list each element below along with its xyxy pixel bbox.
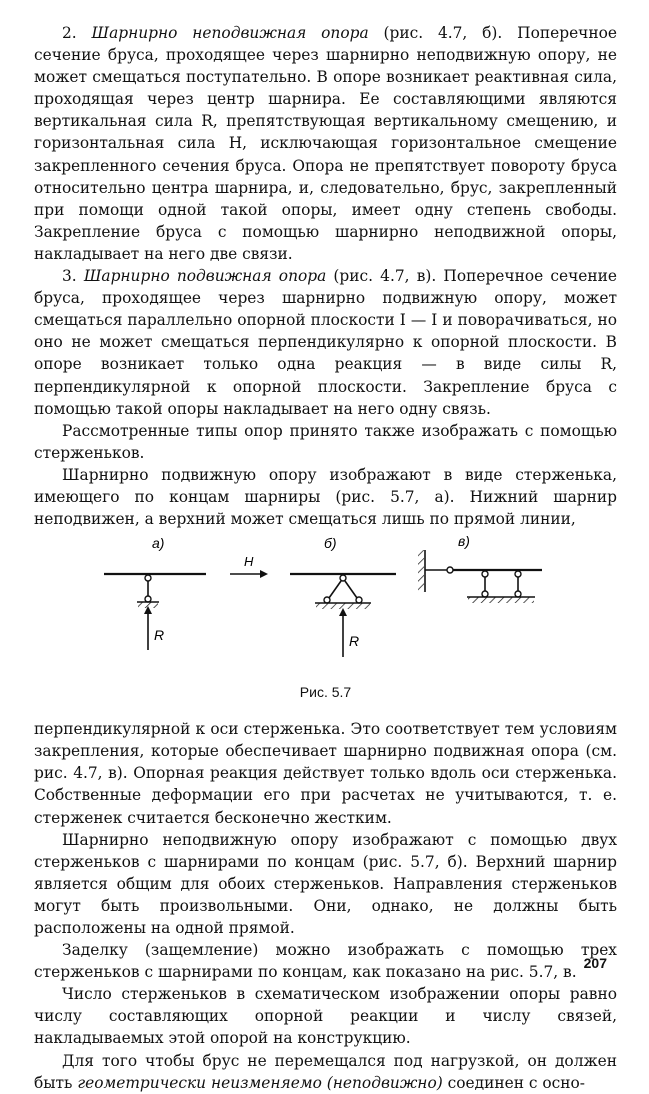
bottom-text bbox=[34, 718, 617, 1094]
paragraph-tail: соединен с осно- bbox=[442, 1073, 585, 1092]
label-a: а) bbox=[152, 535, 165, 552]
item-number: 3. bbox=[62, 267, 84, 286]
label-c: в) bbox=[458, 533, 470, 550]
label-b: б) bbox=[324, 535, 337, 552]
paragraph-hinged-fixed-support bbox=[34, 22, 617, 265]
right-rod bbox=[345, 581, 357, 598]
paragraph-text: Для того чтобы брус не перемещался под нагрузкой, он должен быть bbox=[34, 1051, 617, 1092]
paragraph-fixed-rods: Шарнирно неподвижную опору изображают с помощью двух стерженьков с шарнирами по концам (рис. 5.7, б). Верхний шарнир является общим для обоих стерженьков. Направления стерженьков могут быть произвольными. Они, однако, не должны быть расположены на одной прямой. bbox=[34, 830, 617, 937]
top-hinge bbox=[340, 575, 346, 581]
paragraph-hinged-movable-support bbox=[34, 265, 617, 420]
italic-term: геометрически неизменяемо (неподвижно) bbox=[77, 1073, 443, 1092]
force-label-R: R bbox=[154, 627, 165, 644]
force-label-H: H bbox=[244, 554, 254, 570]
diagram-b-fixed-support bbox=[230, 535, 396, 657]
diagram-c-clamped-support bbox=[418, 533, 542, 603]
figure-5-7 bbox=[34, 532, 617, 682]
paragraph-text: (рис. 4.7, б). Поперечное сечение бруса, проходящее через шарнирно неподвижную опору, не может смещаться поступательно. В опоре возникает реактивная сила, проходящая через центр шарнира. Ее составляющими являются вертикальная сила R, препятствующая вертикальному смещению, и горизонтальная сила H, исключающая горизонтальное смещение закрепленного сечения бруса. Опора не препятствует повороту бруса относительно центра шарнира, и, следовательно, брус, закрепленный при помощи одной такой опоры, имеет одну степень свободы. Закрепление бруса с помощью шарнирно неподвижной опоры, накладывает на него две связи. bbox=[34, 24, 617, 263]
figure-caption: Рис. 5.7 bbox=[299, 684, 352, 701]
rod1-bottom-hinge bbox=[482, 591, 488, 597]
paragraph-rod-representation: Рассмотренные типы опор принято также изображать с помощью стерженьков. bbox=[34, 421, 617, 462]
paragraph-text: (рис. 4.7, в). Поперечное сечение бруса, проходящее через шарнирно подвижную опору, может смещаться параллельно опорной плоскости I — I и поворачиваться, но оно не может смещаться перпендикулярно к опорной плоскости. В опоре возникает только одна реакция — в виде силы R, перпендикулярной к опорной плоскости. Закрепление бруса с помощью такой опоры накладывает на него одну связь. bbox=[34, 267, 617, 418]
ground-hatch bbox=[138, 602, 158, 608]
paragraph-movable-rod: Шарнирно подвижную опору изображают в виде стерженька, имеющего по концам шарниры (рис. 5.7, а). Нижний шарнир неподвижен, а верхний может смещаться лишь по прямой линии, bbox=[34, 465, 617, 529]
rod2-bottom-hinge bbox=[515, 591, 521, 597]
paragraph-clamp: Заделку (защемление) можно изображать с помощью трех стерженьков с шарнирами по концам, как показано на рис. 5.7, в. bbox=[34, 941, 617, 982]
wall-hatch bbox=[418, 550, 424, 592]
support-diagrams bbox=[34, 532, 617, 682]
top-hinge bbox=[145, 575, 151, 581]
paragraph-continuation: перпендикулярной к оси стерженька. Это соответствует тем условиям закрепления, которые обеспечивает шарнирно подвижная опора (см. рис. 4.7, в). Опорная реакция действует только вдоль оси стерженька. Собственные деформации его при расчетах не учитываются, т. е. стерженек считается бесконечно жестким. bbox=[34, 720, 617, 827]
top-text bbox=[34, 22, 617, 530]
right-hinge bbox=[356, 597, 362, 603]
rod2-top-hinge bbox=[515, 571, 521, 577]
bottom-hinge bbox=[145, 596, 151, 602]
rod1-top-hinge bbox=[482, 571, 488, 577]
book-page bbox=[34, 22, 617, 1094]
ground-hatch bbox=[468, 597, 534, 603]
left-rod bbox=[329, 581, 341, 598]
paragraph-geometric bbox=[34, 1050, 617, 1094]
wall-hinge bbox=[447, 567, 453, 573]
item-number: 2. bbox=[62, 24, 92, 42]
paragraph-rod-count: Число стерженьков в схематическом изображении опоры равно числу составляющих опорной реакции и числу связей, накладываемых этой опорой на конструкцию. bbox=[34, 985, 617, 1048]
ground-hatch bbox=[316, 603, 370, 609]
left-hinge bbox=[324, 597, 330, 603]
term-title: Шарнирно неподвижная опора bbox=[91, 24, 369, 42]
diagram-a-movable-support bbox=[104, 535, 206, 650]
page-number: 207 bbox=[583, 955, 607, 971]
force-label-R: R bbox=[349, 633, 360, 650]
term-title: Шарнирно подвижная опора bbox=[83, 267, 327, 286]
